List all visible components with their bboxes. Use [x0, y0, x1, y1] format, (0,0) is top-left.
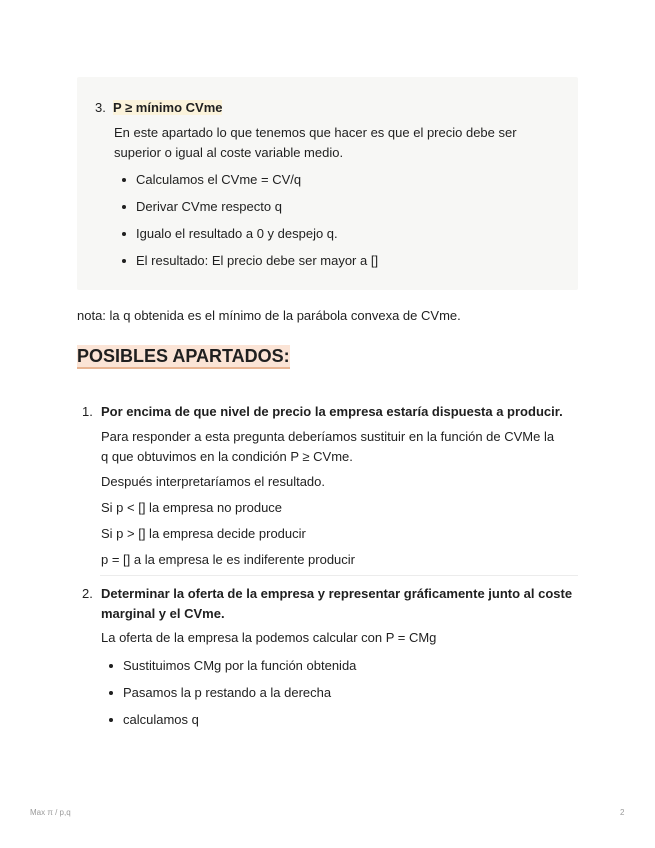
- apartado-1-line: Si p < [] la empresa no produce: [101, 500, 283, 515]
- section-3-title-text: P ≥ mínimo CVme: [113, 100, 223, 115]
- section-3-bullet: Igualo el resultado a 0 y despejo q.: [136, 226, 338, 241]
- apartado-1-title: Por encima de que nivel de precio la empresa estaría dispuesta a producir.: [101, 404, 563, 419]
- apartado-2-bullet: Pasamos la p restando a la derecha: [123, 685, 332, 700]
- apartado-2-bullet: Sustituimos CMg por la función obtenida: [123, 658, 357, 673]
- section-3-bullet: Derivar CVme respecto q: [136, 199, 282, 214]
- apartado-1-line: Si p > [] la empresa decide producir: [101, 526, 306, 541]
- apartado-2-title-line2: marginal y el CVme.: [101, 606, 225, 621]
- apartado-1-number: 1.: [82, 404, 93, 419]
- note-text: nota: la q obtenida es el mínimo de la parábola convexa de CVme.: [77, 308, 461, 323]
- section-3-bullet: Calculamos el CVme = CV/q: [136, 172, 302, 187]
- section-3-title: [95, 99, 222, 116]
- list-divider: [100, 575, 578, 576]
- section-3-number: 3.: [95, 100, 106, 115]
- section-3-bullet: El resultado: El precio debe ser mayor a []: [136, 253, 379, 268]
- apartado-1-line: p = [] a la empresa le es indiferente producir: [101, 552, 356, 567]
- footer-left: Max π / p,q: [30, 808, 71, 817]
- section-3-intro-line2: superior o igual al coste variable medio.: [114, 145, 344, 160]
- apartado-1-line: Después interpretaríamos el resultado.: [101, 474, 326, 489]
- apartado-2-number: 2.: [82, 586, 93, 601]
- apartado-1-line: q que obtuvimos en la condición P ≥ CVme.: [101, 449, 353, 464]
- section-3-intro-line1: En este apartado lo que tenemos que hacer es que el precio debe ser: [114, 125, 517, 140]
- apartado-1-line: Para responder a esta pregunta deberíamos sustituir en la función de CVMe la: [101, 429, 555, 444]
- page-number: 2: [620, 808, 625, 817]
- section-heading: POSIBLES APARTADOS:: [77, 345, 290, 369]
- apartado-2-title-line1: Determinar la oferta de la empresa y representar gráficamente junto al coste: [101, 586, 573, 601]
- apartado-2-bullet: calculamos q: [123, 712, 199, 727]
- apartado-2-intro: La oferta de la empresa la podemos calcular con P = CMg: [101, 630, 437, 645]
